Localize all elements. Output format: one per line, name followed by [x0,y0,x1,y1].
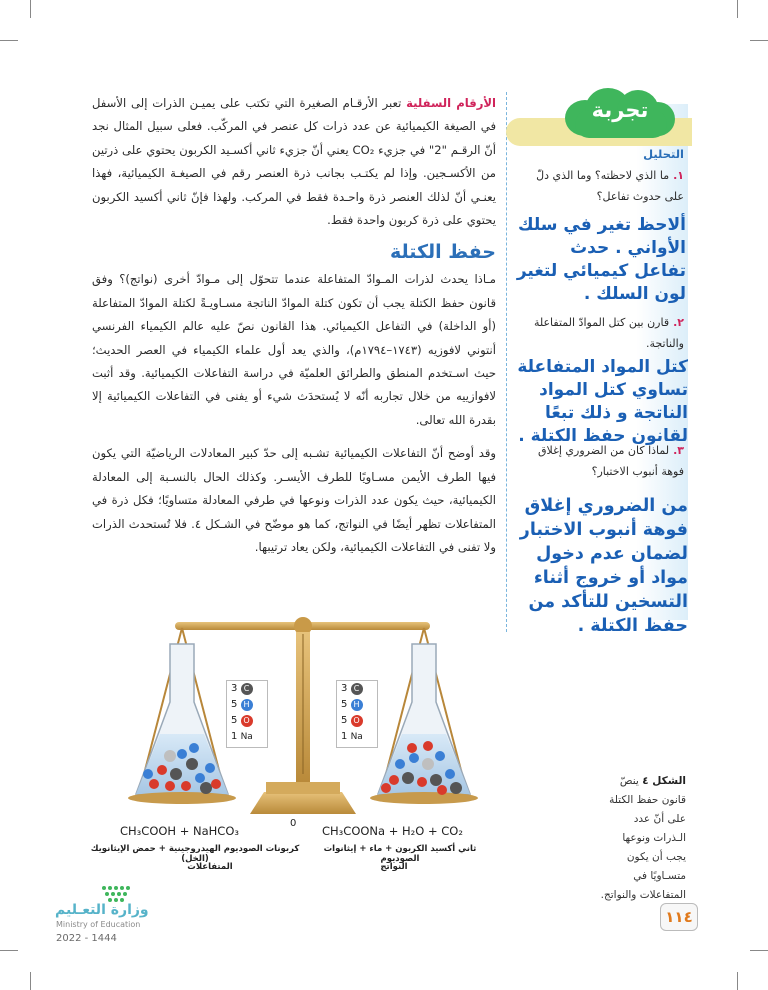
answer-1: ألاحظ تغير في سلك الأواني . حدث تفاعل كيميائي لتغير لون السلك . [516,215,686,304]
figure-caption [600,772,686,905]
left-pan [128,792,236,804]
legend-row: 5 O [231,713,267,729]
question-1 [518,165,684,207]
right-atom-legend [336,680,378,748]
crop-mark [737,972,738,990]
question-2-number: ٢. [673,316,684,329]
products-label: النواتج [380,862,408,872]
ministry-name-english: Ministry of Education [56,920,141,929]
sodium-atom-icon: Na [350,732,363,742]
oxygen-atom-icon: O [241,715,253,727]
legend-row: 3 C [231,681,267,697]
balance-scale-figure [110,614,500,824]
crop-mark [737,0,738,18]
reactants-names: كربونات الصوديوم الهيدروجينية + حمض الإيثانويك (الخل) [90,844,300,864]
legend-row: 1 Na [341,731,363,742]
crop-mark [750,40,768,41]
question-3-text: لماذا كان من الضروري إغلاق فوهة أنبوب الاختبار؟ [538,444,684,478]
term-subscripts: الأرقام السفلية [406,96,496,110]
crop-mark [0,950,18,951]
reactants-label: المتفاعلات [187,862,233,872]
question-3-number: ٣. [673,444,684,457]
conservation-paragraph: مـاذا يحدث لذرات المـوادّ المتفاعلة عندما تتحوّل إلى مـوادّ أخرى (نواتج)؟ وفق قانون حفظ الكتلة يجب أن تكون كتلة الموادّ الناتجة مسـاويـةً لكتلة الموادّ المتفاعلة (أو الداخلة) في التفاعل الكيميائي. هذا القانون نصّ عليه عالم الكيمياء الفرنسي أنتوني لافوزيه (١٧٤٣–١٧٩٤م)، والذي يعد أول علماء الكيمياء في العصر الحديث؛ حيث اسـتخدم المنطق والطرائق العلميّة في دراسة التفاعلات الكيميائية. وقد أثبت لافوازييه من خلال تجاربه أنّه لا يُستحدَث شيء أو يفنى في التفاعلات الكيميائية إلا بقدرة الله تعالى. [92,272,497,427]
caption-label: الشكل ٤ [642,775,686,787]
reactants-equation: CH₃COOH + NaHCO₃ [120,824,240,838]
legend-row: 1 Na [231,731,253,742]
products-names: ثاني أكسيد الكربون + ماء + إيثانوات الصوديوم [323,844,477,864]
crop-mark [0,40,18,41]
carbon-atom-icon: C [241,683,253,695]
right-pan [370,792,478,804]
answer-2: كتل المواد المتفاعلة تساوي كتل المواد الناتجة و ذلك تبعًا لقانون حفظ الكتلة . [517,357,688,446]
subscript-paragraph [92,92,496,232]
experiment-title: تجربة [591,98,649,122]
question-3 [518,440,684,482]
page-number: ١١٤ [660,903,698,931]
ministry-name-arabic: وزارة التعـليم [55,902,149,918]
legend-row: 3 C [341,681,377,697]
products-equation: CH₃COONa + H₂O + CO₂ [322,824,463,838]
legend-row: 5 O [341,713,377,729]
question-2 [518,312,684,354]
crop-mark [30,0,31,18]
crop-mark [30,972,31,990]
column-divider [506,92,507,632]
analysis-section [518,144,684,207]
question-1-text: ما الذي لاحظته؟ وما الذي دلّ على حدوث تفاعل؟ [536,169,684,203]
crop-mark [750,950,768,951]
ministry-logo-icon [100,884,134,902]
carbon-atom-icon: C [351,683,363,695]
legend-row: 5 H [341,697,377,713]
subscript-text: تعبر الأرقـام الصغيرة التي تكتب على يميـن الذرات إلى الأسفل في الصيغة الكيميائية عن عدد ذرات كل عنصر في المركّب. فعلى سبيل المثال نجد أنّ الرقـم "2" في جزيء CO₂ يعني أنّ جزيء ثاني أكسـيد الكربون يحتوي على ذرتين من الأكسـجين. وإذا لم يكتـب بجانب ذرة العنصر رقم في الصيغـة الكيميائية، فهذا يعنـي أنّ لذلك العنصر ذرة واحـدة فقط في المركب. ولهذا فإنّ ثاني أكسيد الكربون يحتوي على ذرة كربون واحدة فقط. [92,96,496,228]
sodium-atom-icon: Na [240,732,253,742]
scale-base [250,792,356,814]
edition-year: 2022 - 1444 [56,933,117,944]
answer-3: من الضروري إغلاق فوهة أنبوب الاختبار لضمان عدم دخول مواد أو خروج أثناء التسخين للتأكد من حفظ الكتلة . [519,496,688,636]
legend-row: 5 H [231,697,267,713]
oxygen-atom-icon: O [351,715,363,727]
hydrogen-atom-icon: H [351,699,363,711]
scale-zero: 0 [290,818,297,829]
left-atom-legend [226,680,268,748]
analysis-label: التحليل [643,147,684,161]
main-text-column [92,92,496,559]
question-1-number: ١. [673,169,684,182]
hydrogen-atom-icon: H [241,699,253,711]
section-heading: حفظ الكتلة [389,241,496,264]
equations-paragraph: وقد أوضح أنّ التفاعلات الكيميائية تشـبه إلى حدّ كبير المعادلات الرياضيّة التي يكون فيها الطرف الأيمن مسـاويًا للطرف الأيسـر. وكذلك الحال بالنسـبة إلى المعادلة الكيميائية، حيث يكون عدد الذرات ونوعها في طرفي المعادلة متساويًا؛ فكل ذرة في المتفاعلات تظهر أيضًا في النواتج، كما هو موضّح في الشـكل ٤. فلا تُستحدث الذرات ولا تفنى في التفاعلات الكيميائية، ولكن يعاد ترتيبها. [92,446,497,554]
caption-text: ينصّ قانون حفظ الكتلة على أنّ عدد الـذرات ونوعها يجب أن يكون متسـاويًا في المتفاعلات والنواتج. [600,775,686,901]
question-2-text: قارن بين كتل الموادّ المتفاعلة والناتجة. [533,316,684,350]
